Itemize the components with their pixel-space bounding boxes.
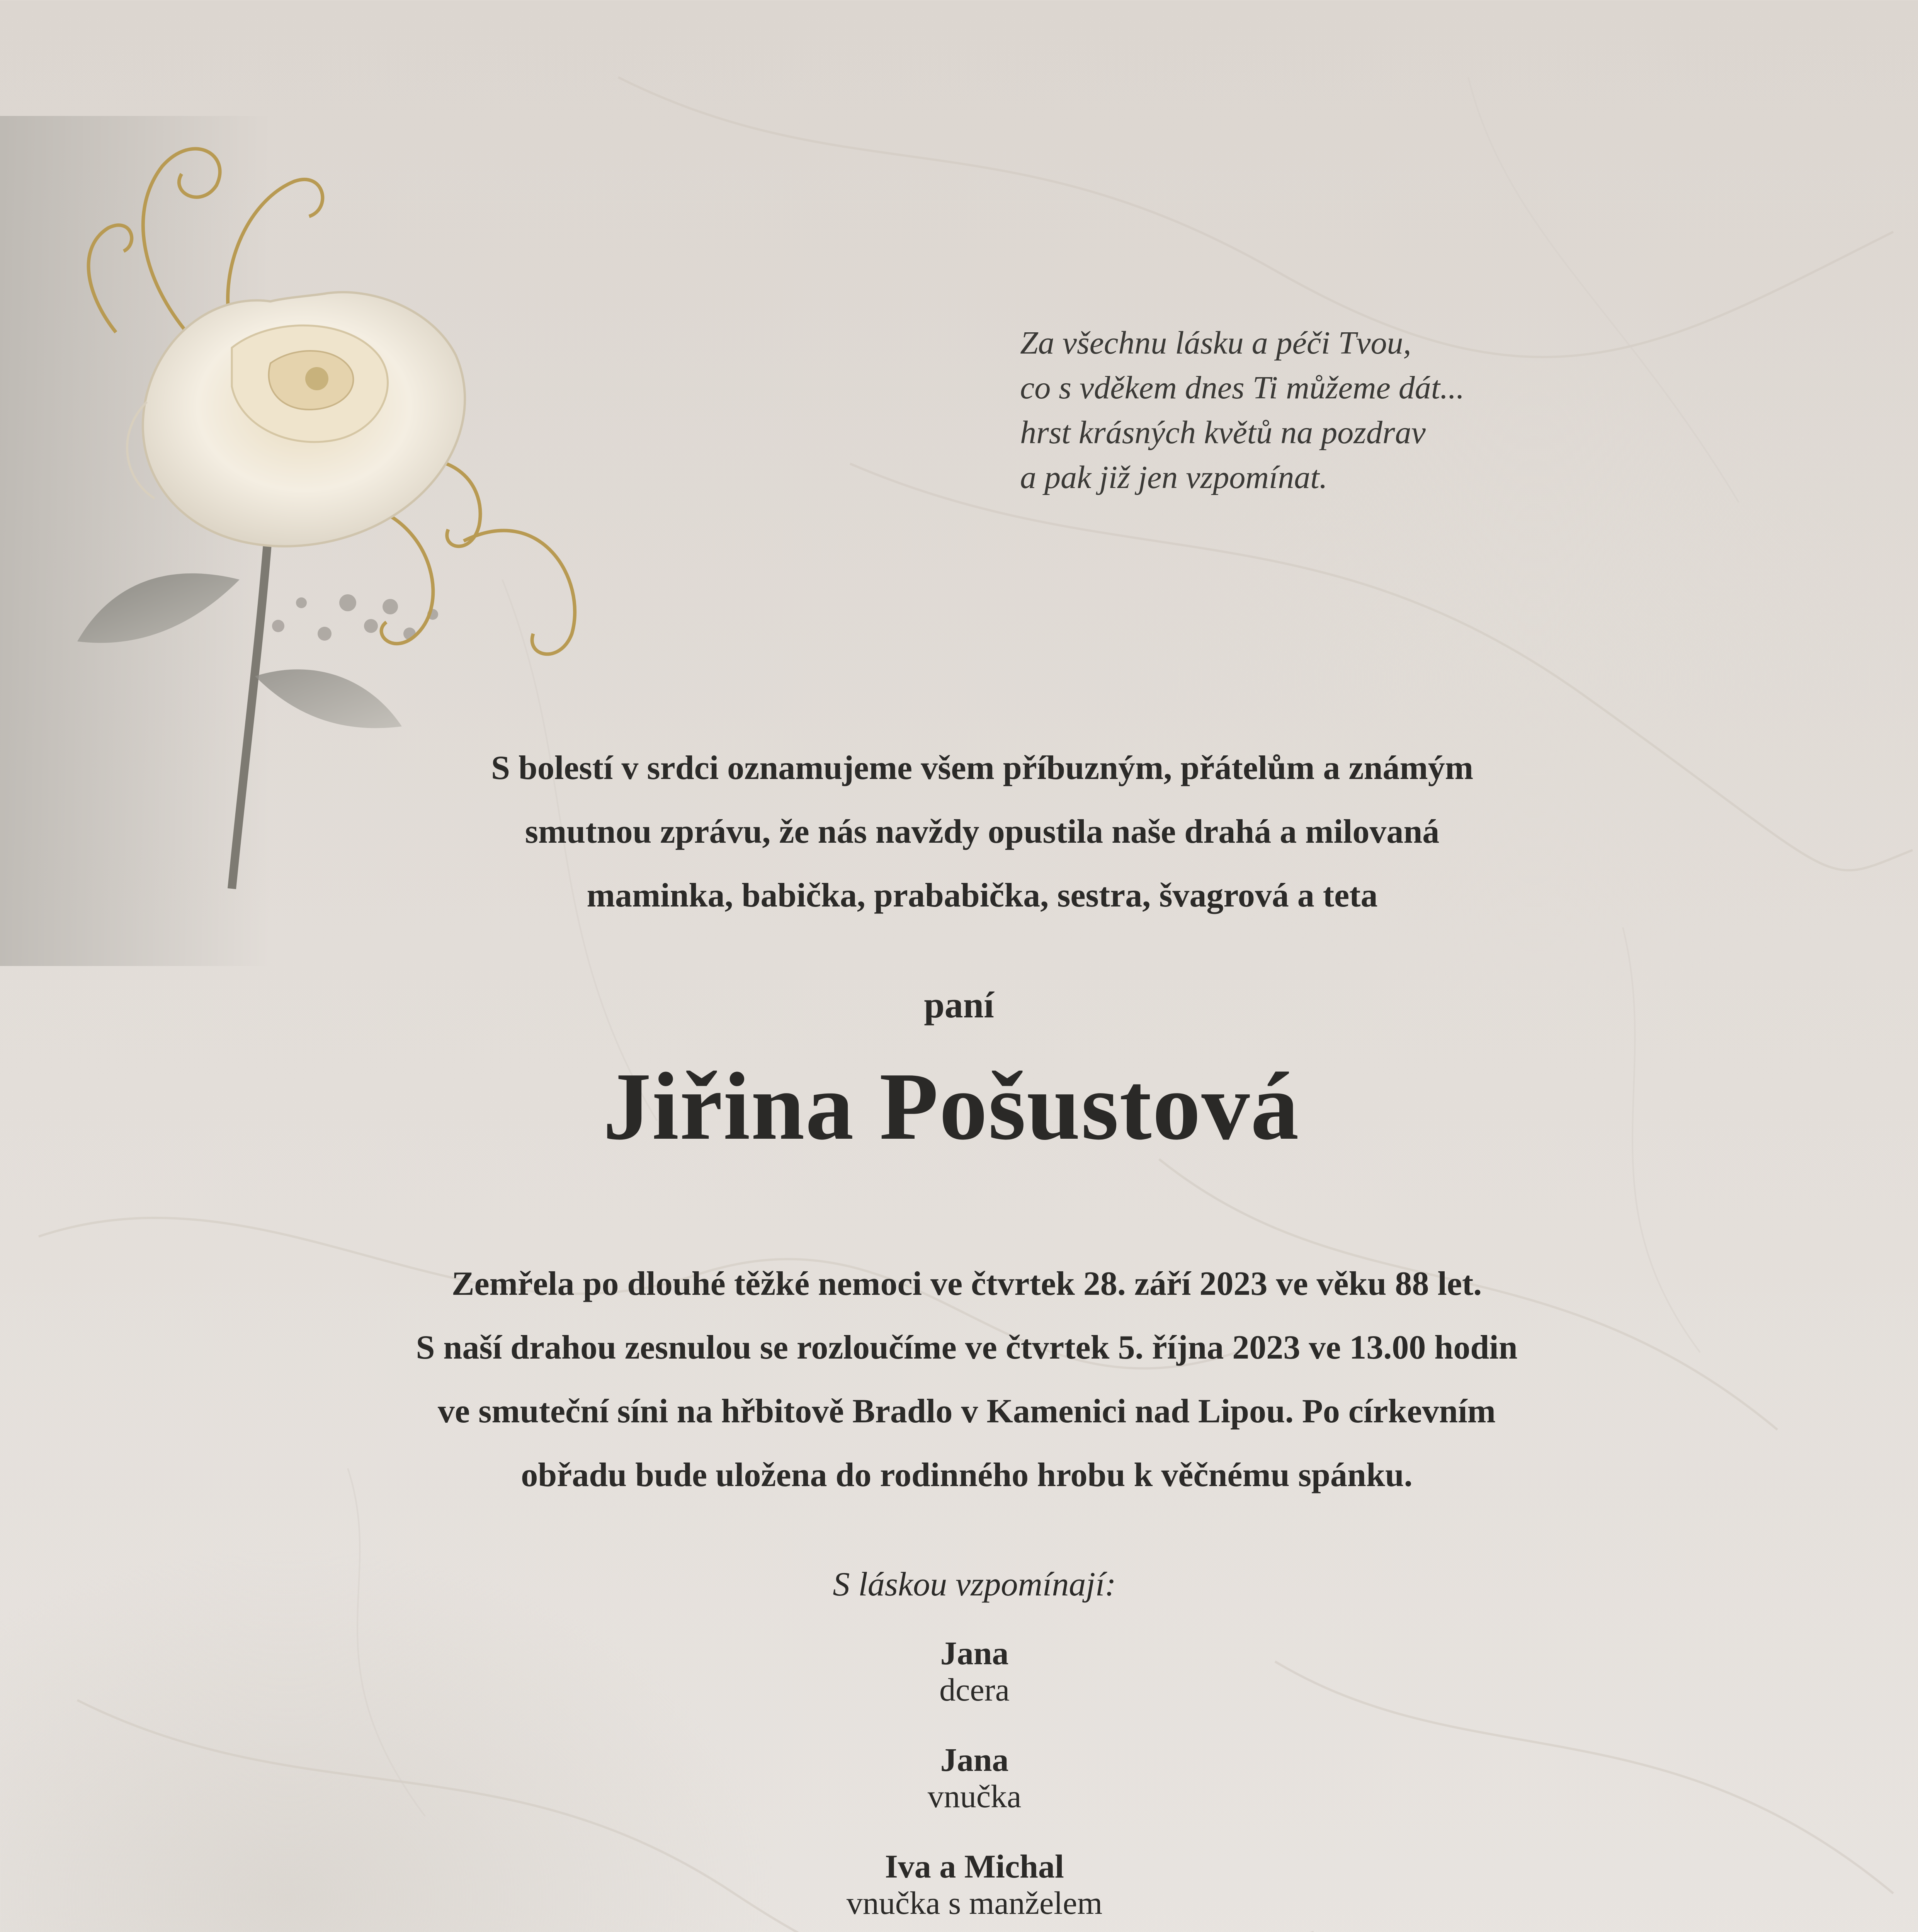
announcement-line: S bolestí v srdci oznamujeme všem příbuzným, přátelům a známým [491,749,1474,787]
announcement-line: maminka, babička, prababička, sestra, švagrová a teta [587,877,1378,914]
announcement-line: smutnou zprávu, že nás navždy opustila naše drahá a milovaná [525,813,1440,850]
title-word: paní [924,984,994,1026]
details-line: Zemřela po dlouhé těžké nemoci ve čtvrtek 28. září 2023 ve věku 88 let. [451,1265,1482,1303]
mourner-name: Iva a Michal [885,1848,1064,1885]
mourner-entry [15,1741,1918,1848]
details-line: S naší drahou zesnulou se rozloučíme ve čtvrtek 5. října 2023 ve 13.00 hodin [416,1329,1518,1366]
announcement [23,736,1918,927]
poem-verse [1020,321,1754,500]
mourner-relation: vnučka s manželem [846,1885,1103,1921]
poem-line: hrst krásných květů na pozdrav [1020,415,1426,451]
mourner-relation: dcera [939,1672,1010,1708]
deceased-name: Jiřina Pošustová [603,1053,1300,1160]
mourner-entry [15,1848,1918,1932]
details-line: obřadu bude uložena do rodinného hrobu k věčnému spánku. [521,1456,1413,1494]
poem-line: a pak již jen vzpomínat. [1020,459,1328,495]
mourner-relation: vnučka [927,1779,1022,1815]
mourner-name: Jana [940,1741,1009,1778]
mourners-list [15,1634,1918,1932]
mourners-heading: S láskou vzpomínají: [833,1566,1116,1603]
poem-line: Za všechnu lásku a péči Tvou, [1020,325,1411,361]
poem-line: co s vděkem dnes Ti můžeme dát... [1020,370,1465,406]
mourner-entry [15,1634,1918,1741]
details-line: ve smuteční síni na hřbitově Bradlo v Kamenici nad Lipou. Po církevním [438,1393,1496,1430]
mourner-name: Jana [940,1634,1009,1672]
funeral-details [8,1252,1918,1507]
